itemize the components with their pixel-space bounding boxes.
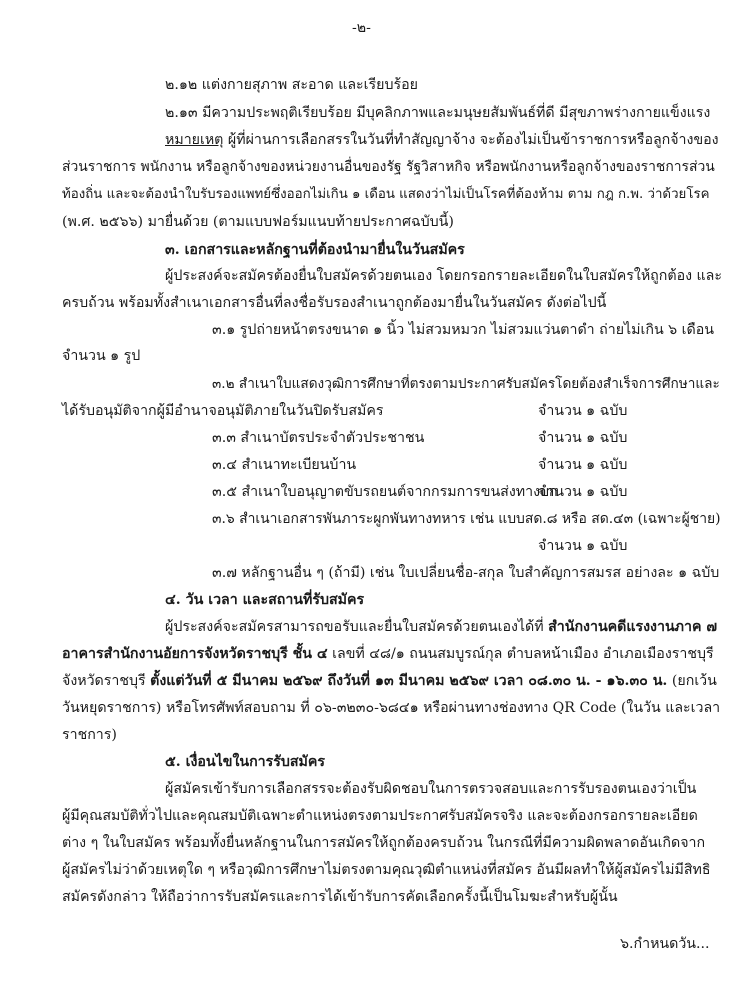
- section-4-office-name: สำนักงานคดีแรงงานภาค ๗: [548, 619, 718, 635]
- remark-label: หมายเหตุ: [165, 132, 224, 148]
- item-3-5-quantity: จำนวน ๑ ฉบับ: [538, 484, 628, 500]
- item-3-2-quantity: จำนวน ๑ ฉบับ: [538, 403, 628, 419]
- item-2-12: ๒.๑๒ แต่งกายสุภาพ สะอาด และเรียบร้อย: [165, 77, 418, 93]
- item-3-4: ๓.๔ สำเนาทะเบียนบ้าน: [212, 457, 357, 473]
- remark-text-1: ผู้ที่ผ่านการเลือกสรรในวันที่ทำสัญญาจ้าง จะต้องไม่เป็นข้าราชการหรือลูกจ้างของ: [223, 132, 719, 148]
- section-5-line-5: สมัครดังกล่าว ให้ถือว่าการรับสมัครและการได้เข้ารับการคัดเลือกครั้งนี้เป็นโมฆะสำหรับผู้นั้น: [62, 889, 618, 905]
- item-3-1-line-2: จำนวน ๑ รูป: [62, 348, 141, 364]
- remark-line-2: ส่วนราชการ พนักงาน หรือลูกจ้างของหน่วยงานอื่นของรัฐ รัฐวิสาหกิจ หรือพนักงานหรือลูกจ้างของราชการส่วน: [62, 159, 715, 175]
- section-4-except: (ยกเว้น: [667, 673, 717, 689]
- item-3-1-line-1: ๓.๑ รูปถ่ายหน้าตรงขนาด ๑ นิ้ว ไม่สวมหมวก ไม่สวมแว่นตาดำ ถ่ายไม่เกิน ๖ เดือน: [212, 322, 714, 338]
- section-3-heading: ๓. เอกสารและหลักฐานที่ต้องนำมายื่นในวันสมัคร: [165, 242, 465, 258]
- item-3-7: ๓.๗ หลักฐานอื่น ๆ (ถ้ามี) เช่น ใบเปลี่ยนชื่อ-สกุล ใบสำคัญการสมรส อย่างละ ๑ ฉบับ: [212, 565, 720, 581]
- item-3-3: ๓.๓ สำเนาบัตรประจำตัวประชาชน: [212, 430, 425, 446]
- item-3-6: ๓.๖ สำเนาเอกสารพันภาระผูกพันทางทหาร เช่น แบบสด.๘ หรือ สด.๔๓ (เฉพาะผู้ชาย): [212, 511, 721, 527]
- remark-line-1: [165, 130, 719, 150]
- section-5-line-4: ผู้สมัครไม่ว่าด้วยเหตุใด ๆ หรือวุฒิการศึกษาไม่ตรงตามคุณวุฒิตำแหน่งที่สมัคร อันมีผลทำให้ผู้สมัครไม่มีสิทธิ: [62, 862, 711, 878]
- continuation-note: ๖.กำหนดวัน...: [620, 936, 710, 952]
- section-4-line-3: [62, 671, 717, 691]
- section-4-text-1a: ผู้ประสงค์จะสมัครสามารถขอรับและยื่นใบสมัครด้วยตนเองได้ที่: [165, 619, 549, 635]
- section-5-line-2: ผู้มีคุณสมบัติทั่วไปและคุณสมบัติเฉพาะตำแหน่งตรงตามประกาศรับสมัครจริง และจะต้องกรอกรายละเอียด: [62, 808, 698, 824]
- item-3-3-quantity: จำนวน ๑ ฉบับ: [538, 430, 628, 446]
- item-3-2-line-1: ๓.๒ สำเนาใบแสดงวุฒิการศึกษาที่ตรงตามประกาศรับสมัครโดยต้องสำเร็จการศึกษาและ: [212, 376, 720, 392]
- section-4-address: เลขที่ ๔๘/๑ ถนนสมบูรณ์กุล ตำบลหน้าเมือง อำเภอเมืองราชบุรี: [327, 646, 714, 662]
- section-4-dates: ตั้งแต่วันที่ ๕ มีนาคม ๒๕๖๙ ถึงวันที่ ๑๓ มีนาคม ๒๕๖๙ เวลา ๐๘.๓๐ น. - ๑๖.๓๐ น.: [150, 673, 668, 689]
- section-4-province: จังหวัดราชบุรี: [62, 673, 151, 689]
- section-4-line-1: [165, 617, 717, 637]
- section-4-line-4: วันหยุดราชการ) หรือโทรศัพท์สอบถาม ที่ ๐๖-๓๒๓๐-๖๘๔๑ หรือผ่านทางช่องทาง QR Code (ในวัน และเวลา: [62, 700, 721, 716]
- section-4-building: อาคารสำนักงานอัยการจังหวัดราชบุรี ชั้น ๔: [62, 646, 328, 662]
- section-3-intro-2: ครบถ้วน พร้อมทั้งสำเนาเอกสารอื่นที่ลงชื่อรับรองสำเนาถูกต้องมายื่นในวันสมัคร ดังต่อไปนี้: [62, 295, 607, 311]
- section-4-line-2: [62, 644, 714, 664]
- item-3-6-quantity: จำนวน ๑ ฉบับ: [538, 538, 628, 554]
- item-2-13: ๒.๑๓ มีความประพฤติเรียบร้อย มีบุคลิกภาพและมนุษยสัมพันธ์ที่ดี มีสุขภาพร่างกายแข็งแรง: [165, 105, 711, 121]
- remark-line-4: (พ.ศ. ๒๕๖๖) มายื่นด้วย (ตามแบบฟอร์มแนบท้ายประกาศฉบับนี้): [62, 214, 454, 230]
- item-3-4-quantity: จำนวน ๑ ฉบับ: [538, 457, 628, 473]
- item-3-2-line-2: ได้รับอนุมัติจากผู้มีอำนาจอนุมัติภายในวันปิดรับสมัคร: [62, 403, 384, 419]
- section-4-heading: ๔. วัน เวลา และสถานที่รับสมัคร: [165, 592, 365, 608]
- section-3-intro-1: ผู้ประสงค์จะสมัครต้องยื่นใบสมัครด้วยตนเอง โดยกรอกรายละเอียดในใบสมัครให้ถูกต้อง และ: [165, 268, 722, 284]
- remark-line-3: ท้องถิ่น และจะต้องนำใบรับรองแพทย์ซึ่งออกไม่เกิน ๑ เดือน แสดงว่าไม่เป็นโรคที่ต้องห้าม ตาม กฎ ก.พ. ว่าด้วยโรค: [62, 187, 710, 202]
- page-number: -๒-: [352, 20, 371, 36]
- section-5-line-1: ผู้สมัครเข้ารับการเลือกสรรจะต้องรับผิดชอบในการตรวจสอบและการรับรองตนเองว่าเป็น: [165, 781, 697, 797]
- item-3-5: ๓.๕ สำเนาใบอนุญาตขับรถยนต์จากกรมการขนส่งทางบก: [212, 484, 558, 500]
- section-5-line-3: ต่าง ๆ ในใบสมัคร พร้อมทั้งยื่นหลักฐานในการสมัครให้ถูกต้องครบถ้วน ในกรณีที่มีความผิดพลาดอันเกิดจาก: [62, 835, 706, 851]
- section-5-heading: ๕. เงื่อนไขในการรับสมัคร: [165, 754, 325, 770]
- section-4-line-5: ราชการ): [62, 727, 117, 743]
